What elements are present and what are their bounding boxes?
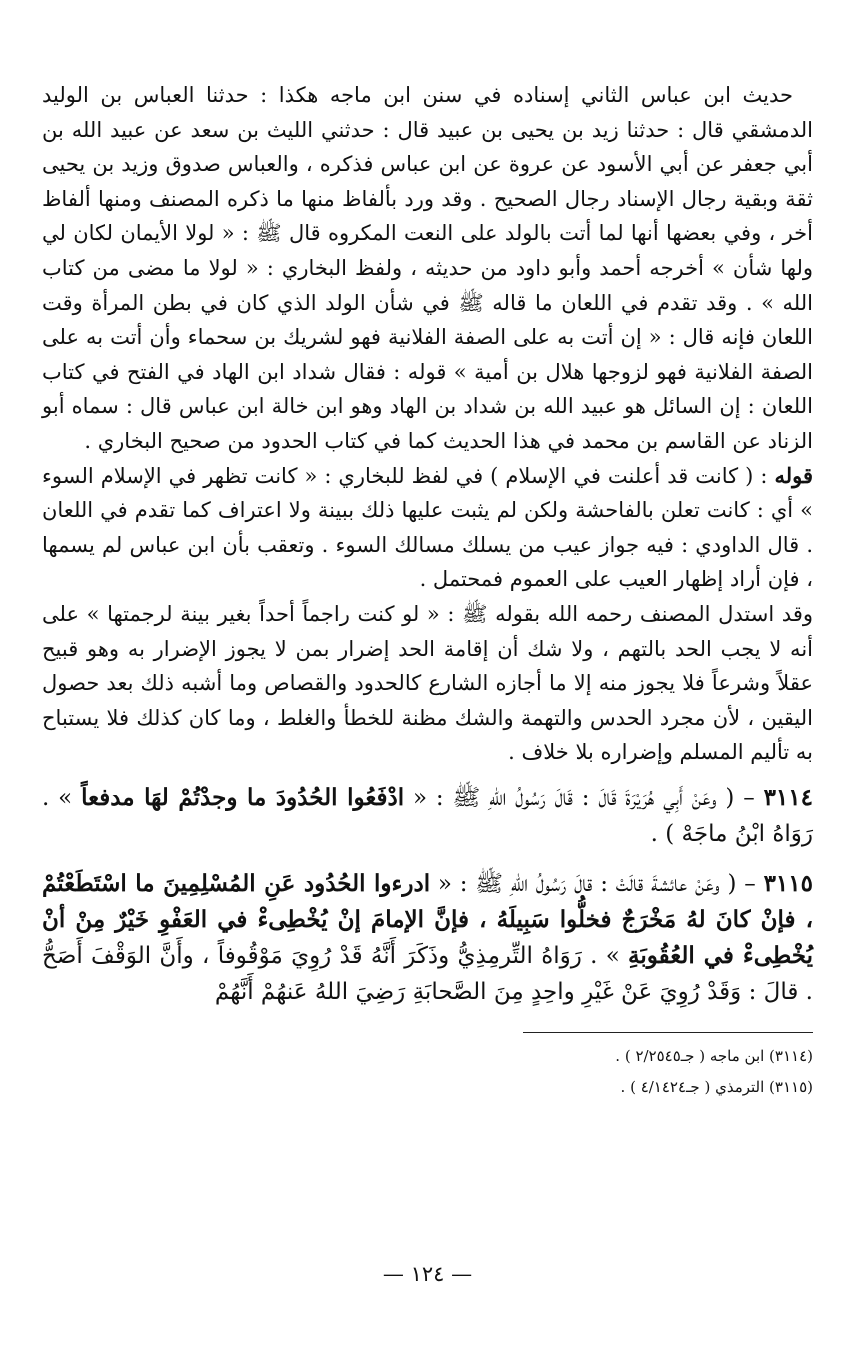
commentary-paragraph-2-label: قوله	[774, 462, 813, 488]
hadith-3115	[42, 866, 813, 1010]
footnotes	[42, 1041, 813, 1103]
hadith-text: ادرءوا الحُدُود عَنِ المُسْلِمِينَ ما اسْتَطَعْتُمْ ، فإنْ كانَ لهُ مَخْرَجٌ فخلُّوا سَبِيلَهُ ، فإنَّ الإمامَ إنْ يُخْطِىءْ في العَفْوِ خَيْرٌ مِنْ أنْ يُخْطِىءْ في العُقُوبَةِ	[42, 869, 813, 969]
page-number: — ١٢٤ —	[382, 1262, 473, 1286]
hadith-3114	[42, 780, 813, 852]
hadith-number: ٣١١٤	[763, 783, 813, 811]
hadith-text: ادْفَعُوا الحُدُودَ ما وجدْتُمْ لهَا مدفعاً	[81, 783, 405, 811]
hadith-number: ٣١١٥	[763, 869, 813, 897]
footnote-3114: (٣١١٤) ابن ماجه ( جـ٢/٢٥٤٥ ) .	[615, 1046, 813, 1065]
hadith-intro: – ( وعَنْ عائشةَ قالَتْ : قالَ رَسُولُ اللهِ ﷺ : «	[430, 870, 764, 897]
footnote-3115: (٣١١٥) الترمذي ( جـ٤/١٤٢٤ ) .	[620, 1077, 813, 1096]
footnote-divider	[523, 1032, 813, 1033]
commentary-section	[42, 78, 813, 770]
commentary-paragraph-1: حديث ابن عباس الثاني إسناده في سنن ابن ماجه هكذا : حدثنا العباس بن الوليد الدمشقي قال : حدثنا زيد بن يحيى بن عبيد قال : حدثني الليث بن سعد عن عبيد الله بن أبي جعفر عن أبي الأسود عن عروة عن ابن عباس فذكره ، والعباس صدوق وزيد بن يحيى ثقة وبقية رجال الإسناد رجال الصحيح . وقد ورد بألفاظ منها ما ذكره المصنف ومنها ألفاظ أخر ، وفي بعضها أنها لما أتت بالولد على النعت المكروه قال ﷺ : « لولا الأيمان لكان لي ولها شأن » أخرجه أحمد وأبو داود من حديثه ، ولفظ البخاري : « لولا ما مضى من كتاب الله » . وقد تقدم في اللعان ما قاله ﷺ في شأن الولد الذي كان في بطن المرأة وقت اللعان فإنه قال : « إن أتت به على الصفة الفلانية فهو لشريك بن سحماء وأن أتت به على الصفة الفلانية فهو لزوجها هلال بن أمية » قوله : فقال شداد ابن الهاد في الفتح في كتاب اللعان : إن السائل هو عبيد الله بن شداد بن الهاد وهو ابن خالة ابن عباس قال : سماه أبو الزناد عن القاسم بن محمد في هذا الحديث كما في كتاب الحدود من صحيح البخاري .	[42, 83, 813, 453]
hadith-intro: – ( وعَنْ أَبِي هُرَيْرَةَ قَالَ : قَالَ رَسُولُ اللهِ ﷺ : «	[404, 784, 764, 811]
commentary-paragraph-2	[42, 459, 813, 597]
hadith-outro: » . رَوَاهُ ابْنُ ماجَهْ ) .	[42, 784, 813, 847]
commentary-paragraph-2-text: : ( كانت قد أعلنت في الإسلام ) في لفظ للبخاري : « كانت تظهر في الإسلام السوء » أي : كانت تعلن بالفاحشة ولكن لم يثبت عليها ذلك ببينة ولا اعتراف كما تقدم في اللعان . قال الداودي : فيه جواز عيب من يسلك مسالك السوء . وتعقب بأن ابن عباس لم يسمها ، فإن أراد إظهار العيب على العموم فمحتمل .	[42, 463, 813, 592]
hadith-outro: » . رَوَاهُ التِّرمِذِيُّ وذَكَرَ أَنَّهُ قَدْ رُوِيَ مَوْقُوفاً ، وأَنَّ الوَقْفَ أَصَحُّ . قالَ : وَقَدْ رُوِيَ عَنْ غَيْرِ واحِدٍ مِنَ الصَّحابَةِ رَضِيَ اللهُ عَنهُمْ أَنَّهُمْ	[42, 942, 813, 1005]
commentary-paragraph-3: وقد استدل المصنف رحمه الله بقوله ﷺ : « لو كنت راجماً أحداً بغير بينة لرجمتها » على أنه لا يجب الحد بالتهم ، ولا شك أن إقامة الحد إضرار بمن لا يجوز الإضرار به وهو قبيح عقلاً وشرعاً فلا يجوز منه إلا ما أجازه الشارع كالحدود والقصاص وما أشبه ذلك بعد حصول اليقين ، لأن مجرد الحدس والتهمة والشك مظنة للخطأ والغلط ، وما كان كذلك فلا يستباح به تأليم المسلم وإضراره بلا خلاف .	[42, 601, 813, 765]
